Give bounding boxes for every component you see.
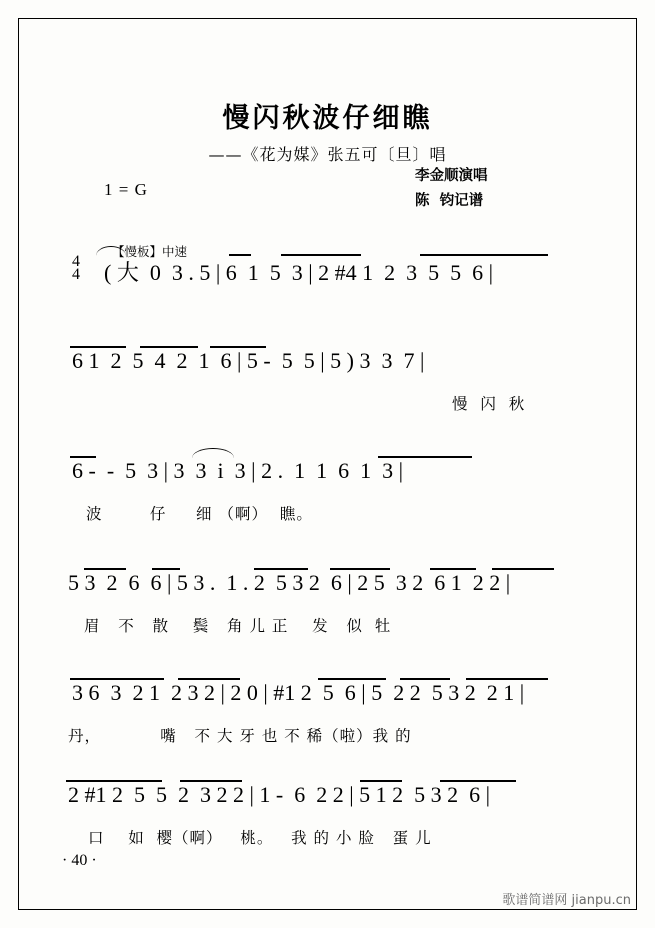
beam <box>360 780 402 782</box>
system-4-lyrics: 眉 不 散 鬓 角 儿 正 发 似 牡 <box>84 617 392 635</box>
page-title: 慢闪秋波仔细瞧 <box>222 103 433 134</box>
system-2-notes: 6 1 2 5 4 2 1 6 | 5 - 5 5 | 5 ) 3 3 7 | <box>72 348 425 373</box>
tempo-marking: 【慢板】中速 <box>112 244 188 259</box>
watermark: 歌谱简谱网 jianpu.cn <box>502 893 631 908</box>
beam <box>378 456 472 458</box>
credit-transcriber: 陈 钧记谱 <box>415 192 484 209</box>
credit-performer: 李金顺演唱 <box>415 167 488 184</box>
system-6-notes: 2 #1 2 5 5 2 3 2 2 | 1 - 6 2 2 | 5 1 2 5 3 2 6 | <box>68 782 491 807</box>
beam <box>281 254 361 256</box>
beam <box>318 678 386 680</box>
system-1-notes: ( 大 0 3 . 5 | 6 1 5 3 | 2 #4 1 2 3 5 5 6 | <box>104 260 494 285</box>
system-5-notes: 3 6 3 2 1 2 3 2 | 2 0 | #1 2 5 6 | 5 2 2 5 3 2 2 1 | <box>72 680 525 705</box>
beam <box>70 678 164 680</box>
beam <box>70 346 126 348</box>
system-6-lyrics: 口 如 樱（啊） 桃。 我 的 小 脸 蛋 儿 <box>88 829 432 847</box>
beam <box>400 678 450 680</box>
beam <box>440 780 516 782</box>
beam <box>492 568 554 570</box>
beam <box>229 254 251 256</box>
beam <box>66 780 162 782</box>
beam <box>70 456 96 458</box>
credits-block <box>415 163 488 213</box>
beam <box>466 678 548 680</box>
beam <box>210 346 266 348</box>
system-2-lyrics: 慢 闪 秋 <box>452 395 526 413</box>
beam <box>152 568 180 570</box>
beam <box>84 568 126 570</box>
time-signature-denominator: 4 <box>72 266 80 283</box>
beam <box>140 346 198 348</box>
system-5-lyrics: 丹， 嘴 不 大 牙 也 不 稀（啦）我 的 <box>68 727 412 745</box>
key-signature: 1 = G <box>104 180 148 199</box>
time-signature <box>72 255 80 281</box>
time-signature-numerator: 4 <box>72 253 80 270</box>
beam <box>178 678 240 680</box>
beam <box>430 568 476 570</box>
beam <box>420 254 548 256</box>
system-4-notes: 5 3 2 6 6 | 5 3 . 1 . 2 5 3 2 6 | 2 5 3 2 6 1 2 2 | <box>68 570 511 595</box>
beam <box>180 780 242 782</box>
page-number: · 40 · <box>62 852 97 869</box>
system-3-lyrics: 波 仔 细 （啊） 瞧。 <box>86 505 313 523</box>
beam <box>330 568 390 570</box>
page-subtitle: ——《花为媒》张五可〔旦〕唱 <box>208 145 447 164</box>
beam <box>254 568 308 570</box>
system-3-notes: 6 - - 5 3 | 3 3 i 3 | 2 . 1 1 6 1 3 | <box>72 458 403 483</box>
